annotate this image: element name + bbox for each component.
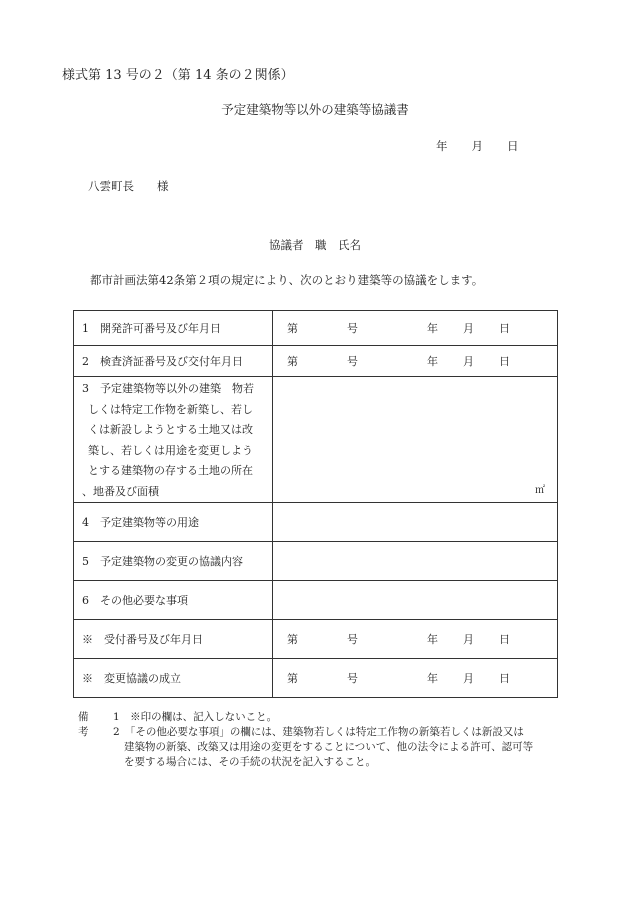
number-prefix: 第 <box>287 672 298 685</box>
month-label: 月 <box>463 322 474 335</box>
month-label: 月 <box>463 633 474 646</box>
applicant-line: 協議者 職 氏名 <box>269 238 361 252</box>
table-row <box>74 620 558 659</box>
day-label: 日 <box>499 672 510 685</box>
number-prefix: 第 <box>287 355 298 368</box>
table-row <box>74 659 558 698</box>
notes-heading: 備考 <box>78 711 89 738</box>
label-line: 3 予定建築物等以外の建築 物若 <box>82 382 254 395</box>
addressee: 八雲町長 様 <box>88 179 169 193</box>
date-month-label: 月 <box>471 139 483 153</box>
year-label: 年 <box>427 633 438 646</box>
label-line: くは新設しようとする土地又は改 <box>88 423 253 436</box>
change-content-field[interactable] <box>273 542 558 581</box>
table-row <box>74 311 558 346</box>
document-title: 予定建築物等以外の建築等協議書 <box>221 102 409 117</box>
other-matters-field[interactable] <box>273 581 558 620</box>
row-label: 4 予定建築物等の用途 <box>74 503 273 542</box>
number-suffix: 号 <box>347 355 358 368</box>
table-row <box>74 542 558 581</box>
form-number: 様式第 13 号の２（第 14 条の２関係） <box>62 68 294 83</box>
row-label <box>74 377 273 503</box>
month-label: 月 <box>463 355 474 368</box>
inspection-number-field[interactable] <box>273 346 558 377</box>
year-label: 年 <box>427 322 438 335</box>
land-location-field[interactable] <box>273 377 558 503</box>
date-line <box>436 138 519 154</box>
day-label: 日 <box>499 633 510 646</box>
label-line: しくは特定工作物を新築し、若し <box>88 402 253 416</box>
number-prefix: 第 <box>287 322 298 335</box>
row-label: 1 開発許可番号及び年月日 <box>74 311 273 346</box>
label-line: とする建築物の存する土地の所在 <box>88 464 253 477</box>
agreement-number-field[interactable] <box>273 659 558 698</box>
intro-text: 都市計画法第42条第２項の規定により、次のとおり建築等の協議をします。 <box>90 273 484 287</box>
building-use-field[interactable] <box>273 503 558 542</box>
square-meter-unit: ㎡ <box>535 485 545 496</box>
table-row <box>74 377 558 503</box>
receipt-number-field[interactable] <box>273 620 558 659</box>
day-label: 日 <box>499 355 510 368</box>
note-item: 1 ※印の欄は、記入しないこと。 <box>113 711 278 723</box>
row-label: 5 予定建築物の変更の協議内容 <box>74 542 273 581</box>
note-item-continued: 建築物の新築、改築又は用途の変更をすることについて、他の法令による許可、認可等 <box>124 741 534 753</box>
note-item-continued: を要する場合には、その手続の状況を記入すること。 <box>124 756 376 768</box>
number-suffix: 号 <box>347 322 358 335</box>
number-prefix: 第 <box>287 633 298 646</box>
row-label: 6 その他必要な事項 <box>74 581 273 620</box>
day-label: 日 <box>499 322 510 335</box>
label-line: 築し、若しくは用途を変更しよう <box>88 443 253 457</box>
form-table <box>73 310 558 698</box>
note-item: 2 「その他必要な事項」の欄には、建築物若しくは特定工作物の新築若しくは新設又は <box>113 726 524 738</box>
number-suffix: 号 <box>347 633 358 646</box>
table-row <box>74 503 558 542</box>
date-year-label: 年 <box>436 139 448 153</box>
year-label: 年 <box>427 672 438 685</box>
table-row <box>74 581 558 620</box>
label-line: 、地番及び面積 <box>82 484 159 498</box>
number-suffix: 号 <box>347 672 358 685</box>
row-label: 2 検査済証番号及び交付年月日 <box>74 346 273 377</box>
table-row <box>74 346 558 377</box>
date-day-label: 日 <box>507 139 519 153</box>
permit-number-field[interactable] <box>273 311 558 346</box>
month-label: 月 <box>463 672 474 685</box>
row-label: ※ 変更協議の成立 <box>74 659 273 698</box>
row-label: ※ 受付番号及び年月日 <box>74 620 273 659</box>
year-label: 年 <box>427 355 438 368</box>
